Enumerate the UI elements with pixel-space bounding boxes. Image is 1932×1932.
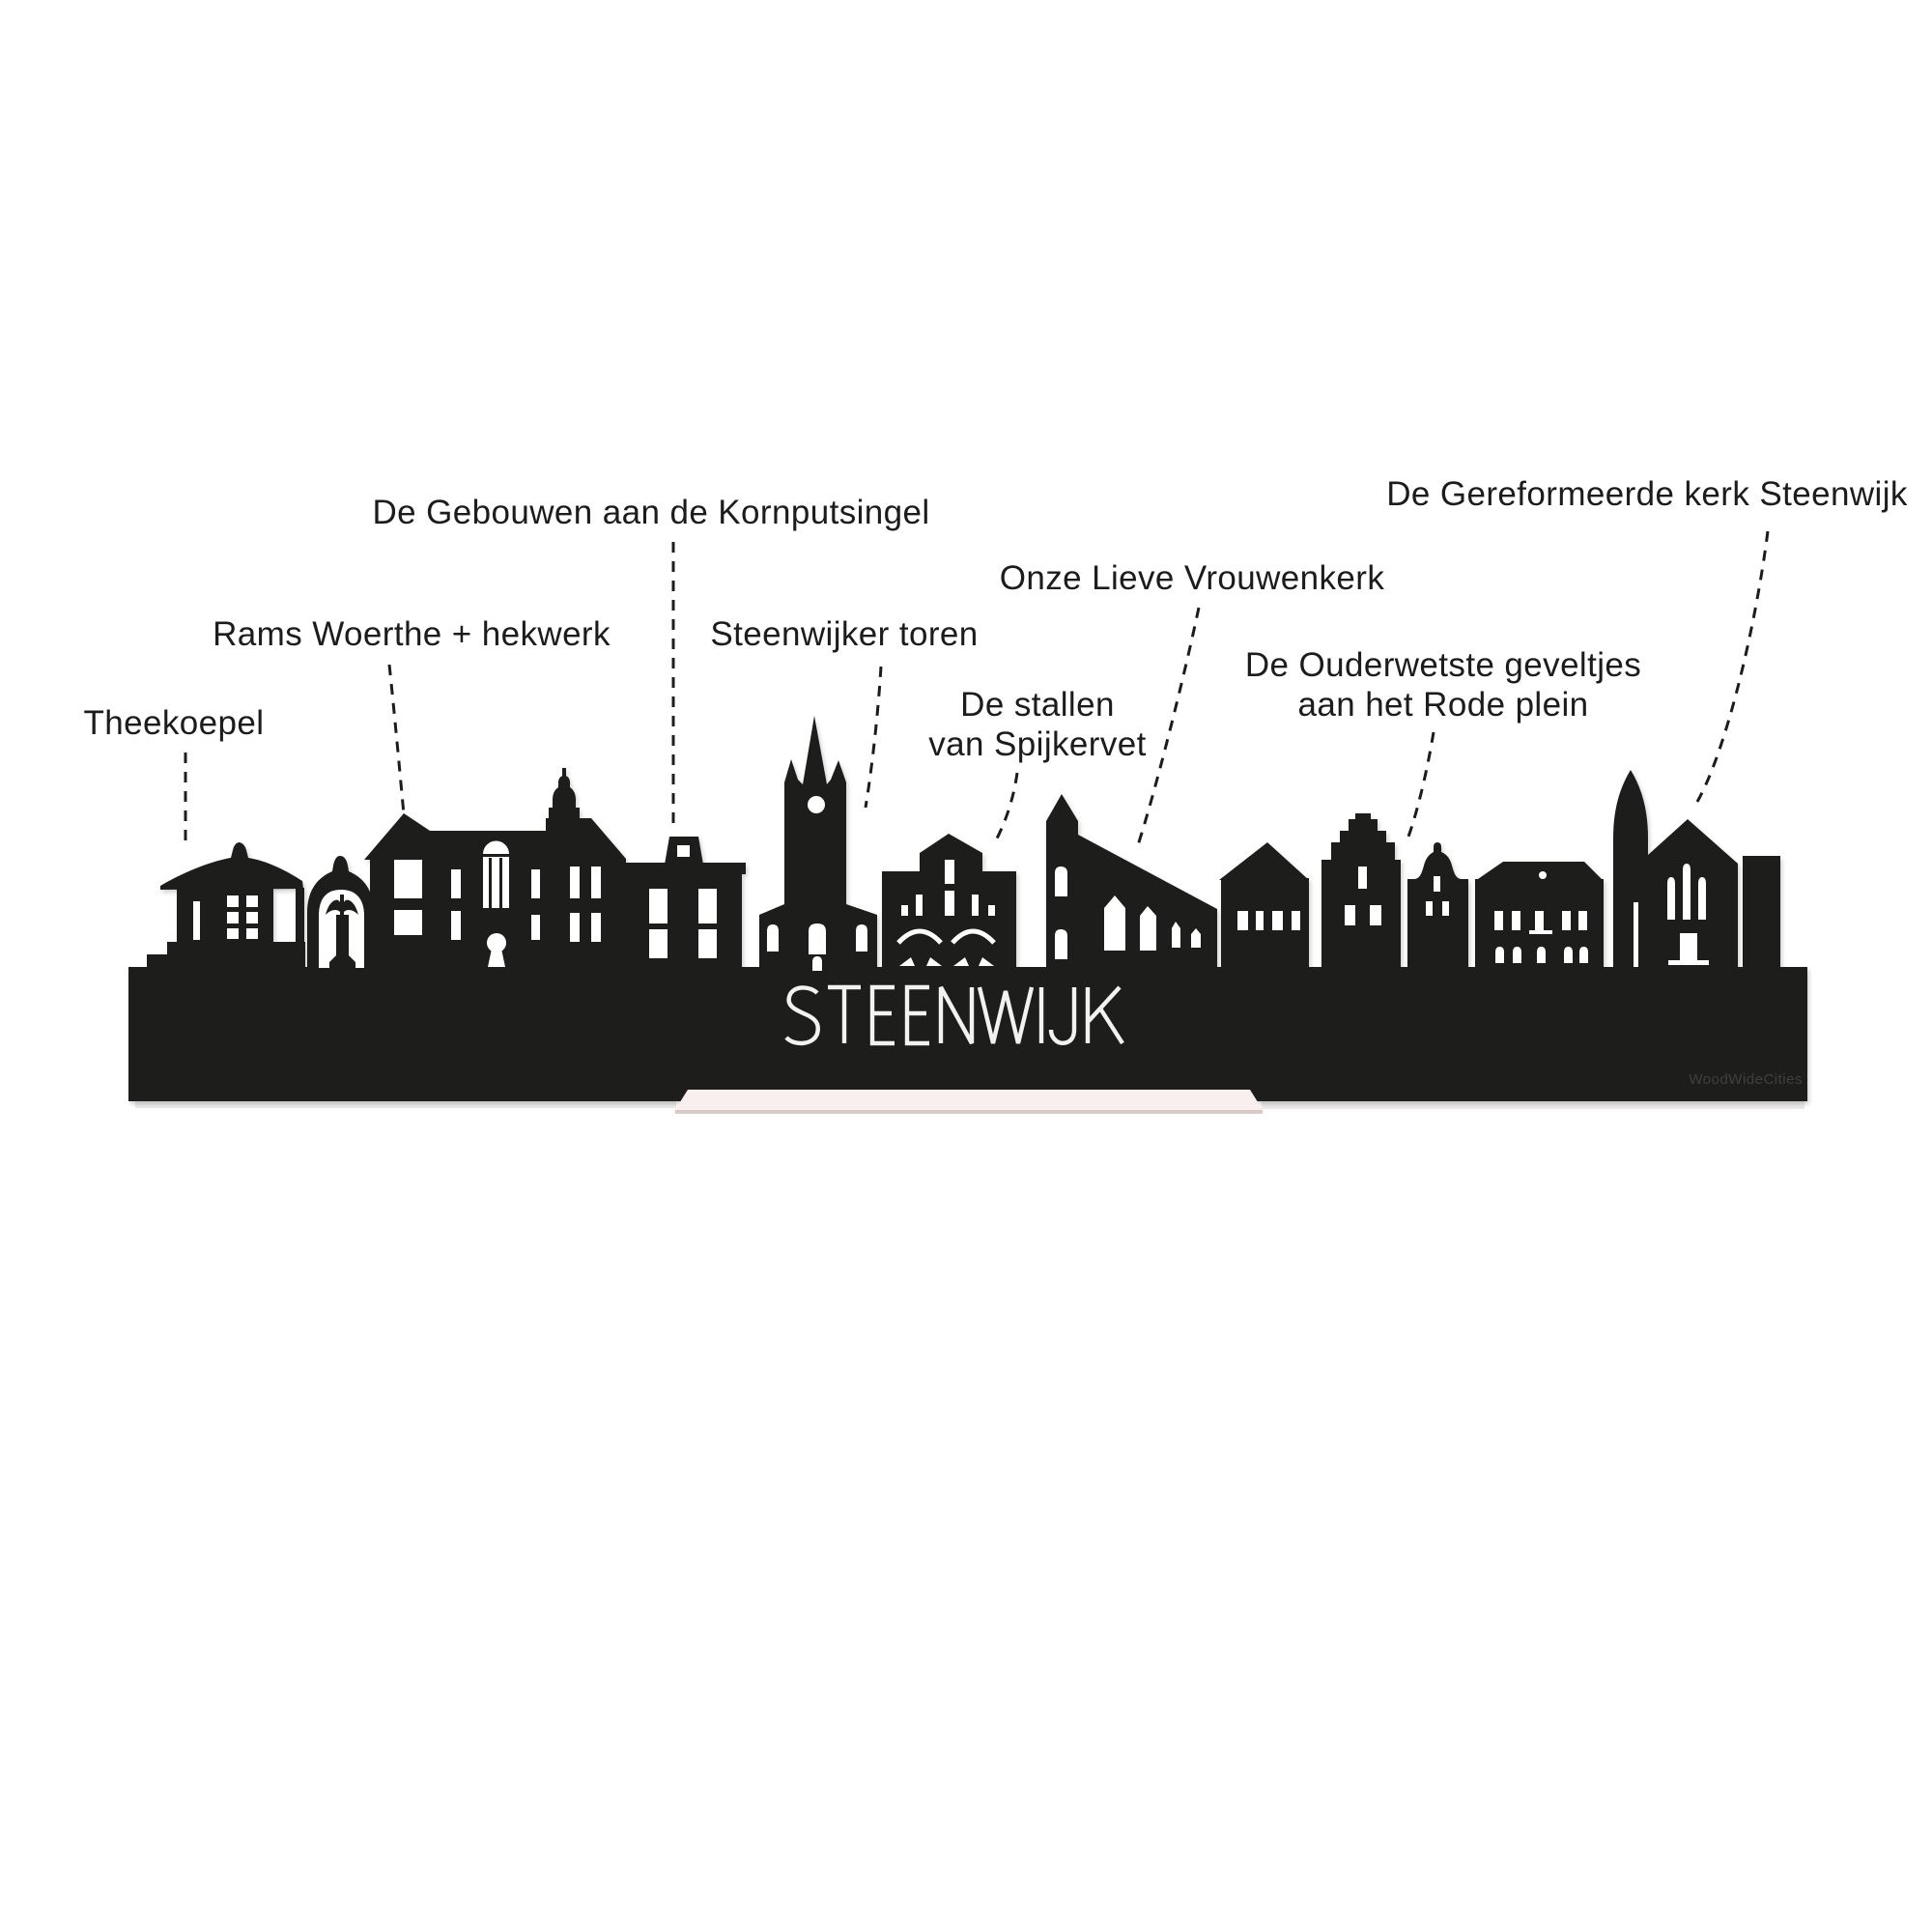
kornputsingel-window bbox=[649, 889, 668, 923]
leader-stallen-spijkervet bbox=[997, 773, 1017, 838]
olv-tower-window bbox=[1055, 867, 1067, 896]
rams-woerthe-window bbox=[451, 911, 461, 940]
label-rams-woerthe: Rams Woerthe + hekwerk bbox=[213, 615, 611, 653]
kornputsingel-window bbox=[698, 929, 717, 958]
toren-door bbox=[809, 923, 826, 954]
kerk-door bbox=[1680, 933, 1697, 962]
hip-roof-window bbox=[1537, 947, 1546, 963]
theekoepel-window bbox=[227, 928, 239, 939]
kornputsingel-gablet-window bbox=[677, 845, 690, 857]
kornputsingel-body bbox=[626, 872, 742, 968]
building-gable-house bbox=[1219, 842, 1309, 968]
rams-woerthe-window bbox=[394, 860, 422, 898]
label-onze-lieve-vrouwenkerk: Onze Lieve Vrouwenkerk bbox=[999, 559, 1385, 597]
toren-clock bbox=[808, 796, 825, 813]
shadow-left bbox=[135, 1101, 676, 1108]
label-gereformeerde-kerk: De Gereformeerde kerk Steenwijk bbox=[1386, 475, 1908, 513]
kerk-window bbox=[1667, 877, 1675, 920]
stepped-gable-window bbox=[1345, 905, 1355, 925]
kornputsingel-window bbox=[698, 889, 717, 923]
kornputsingel-window bbox=[649, 929, 668, 958]
theekoepel-window bbox=[227, 895, 239, 907]
hip-roof-window bbox=[1495, 947, 1504, 963]
rams-woerthe-window bbox=[531, 915, 540, 940]
stallen-window bbox=[972, 895, 979, 916]
kerk-window bbox=[1698, 877, 1706, 920]
leader-ouderwetste-geveltjes bbox=[1408, 732, 1434, 837]
hip-roof bbox=[1475, 862, 1604, 881]
building-hip-roof bbox=[1475, 862, 1604, 968]
toren-annex-window bbox=[767, 924, 779, 952]
fan-window-bar bbox=[483, 854, 509, 857]
building-gereformeerde-kerk bbox=[1613, 770, 1780, 968]
toren-annex-window bbox=[856, 924, 867, 952]
stallen-window bbox=[988, 905, 995, 916]
rams-woerthe-fan-window bbox=[483, 841, 509, 909]
stallen-window bbox=[945, 891, 954, 916]
bell-gable-body bbox=[1407, 842, 1468, 968]
label-steenwijker-toren: Steenwijker toren bbox=[710, 615, 979, 653]
gable-house-window bbox=[1292, 911, 1300, 930]
fan-window-mullion bbox=[499, 858, 502, 908]
hip-roof-window bbox=[1512, 911, 1520, 930]
hip-roof-window bbox=[1494, 911, 1503, 930]
kerk-spire bbox=[1613, 770, 1648, 968]
hip-roof-window bbox=[1578, 911, 1587, 930]
rams-woerthe-window bbox=[451, 869, 461, 898]
gable-house-window bbox=[1272, 911, 1283, 930]
hip-roof-window bbox=[1579, 947, 1588, 963]
gable-house-roof bbox=[1219, 842, 1309, 880]
leader-steenwijker-toren bbox=[866, 667, 881, 808]
rams-woerthe-window bbox=[591, 913, 601, 942]
toren-base-window bbox=[812, 956, 822, 971]
theekoepel-window bbox=[246, 912, 258, 923]
watermark-text: WoodWideCities bbox=[1689, 1071, 1803, 1088]
landmark-labels bbox=[84, 475, 1908, 763]
stallen-window bbox=[901, 905, 908, 916]
stepped-gable-window bbox=[1370, 905, 1381, 925]
kerk-window bbox=[1683, 864, 1690, 920]
hip-roof-window bbox=[1513, 947, 1521, 963]
rams-woerthe-window bbox=[531, 869, 540, 898]
gable-house-window bbox=[1237, 911, 1248, 930]
rams-woerthe-cupola bbox=[549, 776, 580, 818]
fan-window-mullion bbox=[489, 858, 492, 908]
theekoepel-window bbox=[193, 901, 200, 940]
rams-woerthe-window bbox=[570, 867, 580, 898]
label-geveltjes-line1: De Ouderwetste geveltjes bbox=[1244, 646, 1642, 684]
hip-roof-sill bbox=[1529, 930, 1552, 934]
hip-roof-window bbox=[1562, 911, 1571, 930]
gable-house-window bbox=[1256, 911, 1264, 930]
label-gebouwen-kornputsingel: De Gebouwen aan de Kornputsingel bbox=[372, 494, 930, 531]
stallen-window bbox=[916, 895, 923, 916]
building-kornputsingel-house bbox=[621, 837, 746, 968]
hip-roof-oculus bbox=[1539, 871, 1547, 879]
building-onze-lieve-vrouwenkerk bbox=[1046, 794, 1217, 968]
base-stand bbox=[673, 1090, 1264, 1113]
stepped-gable-body bbox=[1321, 813, 1401, 968]
theekoepel-column bbox=[296, 888, 304, 944]
building-stallen-spijkervet bbox=[882, 834, 1016, 968]
theekoepel-window bbox=[227, 912, 239, 923]
theekoepel-window bbox=[246, 928, 258, 939]
label-stallen-line1: De stallen bbox=[960, 686, 1115, 724]
base-stand-top bbox=[673, 1090, 1264, 1113]
building-theekoepel bbox=[160, 842, 304, 944]
stepped-gable-window bbox=[1358, 867, 1367, 889]
olv-tower-window bbox=[1055, 929, 1067, 959]
label-theekoepel: Theekoepel bbox=[83, 704, 265, 742]
stallen-window bbox=[945, 860, 954, 884]
leader-gereformeerde-kerk bbox=[1697, 531, 1768, 802]
kerk-door-sill bbox=[1668, 960, 1709, 965]
kerk-side-block bbox=[1743, 856, 1780, 968]
hip-roof-window bbox=[1535, 911, 1544, 930]
leader-rams-woerthe bbox=[389, 665, 404, 814]
skyline-silhouette bbox=[128, 716, 1807, 1101]
bell-gable-window bbox=[1434, 876, 1440, 892]
theekoepel-body bbox=[177, 888, 273, 944]
label-stallen-line2: van Spijkervet bbox=[928, 725, 1147, 763]
label-geveltjes-line2: aan het Rode plein bbox=[1297, 686, 1589, 724]
rams-woerthe-fountain bbox=[307, 856, 374, 968]
bell-gable-window bbox=[1426, 901, 1433, 916]
bell-gable-window bbox=[1442, 901, 1449, 916]
theekoepel-window bbox=[246, 895, 258, 907]
rams-woerthe-window bbox=[591, 867, 601, 898]
building-stepped-gable bbox=[1321, 813, 1401, 968]
rams-woerthe-window bbox=[570, 913, 580, 942]
building-rams-woerthe bbox=[364, 768, 626, 968]
building-bell-gable bbox=[1407, 842, 1468, 968]
kerk-spire-gap bbox=[1634, 902, 1638, 967]
shadow-right bbox=[1262, 1101, 1804, 1109]
rams-woerthe-window bbox=[394, 910, 422, 935]
rams-woerthe-finial bbox=[562, 768, 566, 778]
building-steenwijker-toren bbox=[759, 716, 877, 971]
hip-roof-window bbox=[1564, 947, 1573, 963]
theekoepel-roof bbox=[160, 842, 303, 890]
